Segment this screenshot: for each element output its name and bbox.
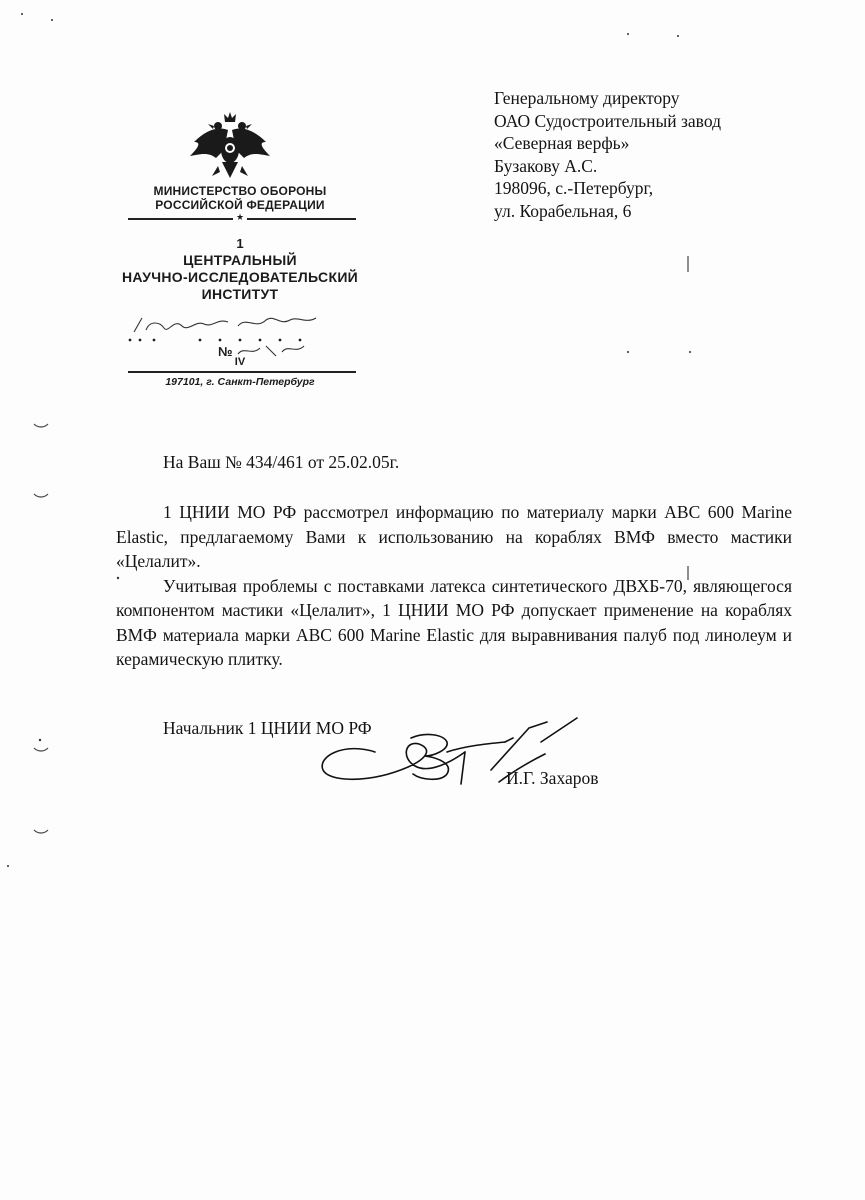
stamp-roman-numeral: IV (234, 356, 246, 368)
body-paragraph: 1 ЦНИИ МО РФ рассмотрел информацию по материалу марки ABC 600 Marine Elastic, предлагаемому Вами к использованию на кораблях ВМФ вместо мастики «Целалит». (116, 502, 792, 571)
addressee-line: ОАО Судостроительный завод (494, 110, 721, 131)
institute-number: 1 (236, 236, 244, 251)
signatory-title: Начальник 1 ЦНИИ МО РФ (163, 718, 372, 738)
addressee-line: Генеральному директору (494, 88, 680, 108)
registration-number-label: № (218, 344, 233, 359)
stamp-city: 197101, г. Санкт-Петербург (165, 376, 315, 388)
ministry-line-1: МИНИСТЕРСТВО ОБОРОНЫ (153, 184, 327, 198)
reference-line: На Ваш № 434/461 от 25.02.05г. (163, 452, 400, 472)
institute-line-2: НАУЧНО-ИССЛЕДОВАТЕЛЬСКИЙ (121, 269, 359, 285)
body-paragraph: Учитывая проблемы с поставками латекса синтетического ДВХБ-70, являющегося компонентом мастики «Целалит», 1 ЦНИИ МО РФ допускает применение на кораблях ВМФ материала марки ABC 600 Marine Elastic для выравнивания палуб под линолеум и керамическую плитку. (116, 575, 792, 669)
institute-line-3: ИНСТИТУТ (201, 286, 279, 302)
institute-line-1: ЦЕНТРАЛЬНЫЙ (183, 252, 297, 268)
addressee-line: 198096, с.-Петербург, (494, 178, 654, 198)
ministry-line-2: РОССИЙСКОЙ ФЕДЕРАЦИИ (155, 198, 325, 212)
star-icon: ★ (120, 212, 360, 223)
addressee-line: ул. Корабельная, 6 (494, 200, 632, 221)
signatory-name: И.Г. Захаров (506, 768, 599, 788)
addressee-line: Бузакову А.С. (494, 155, 598, 176)
addressee-line: «Северная верфь» (494, 133, 630, 153)
